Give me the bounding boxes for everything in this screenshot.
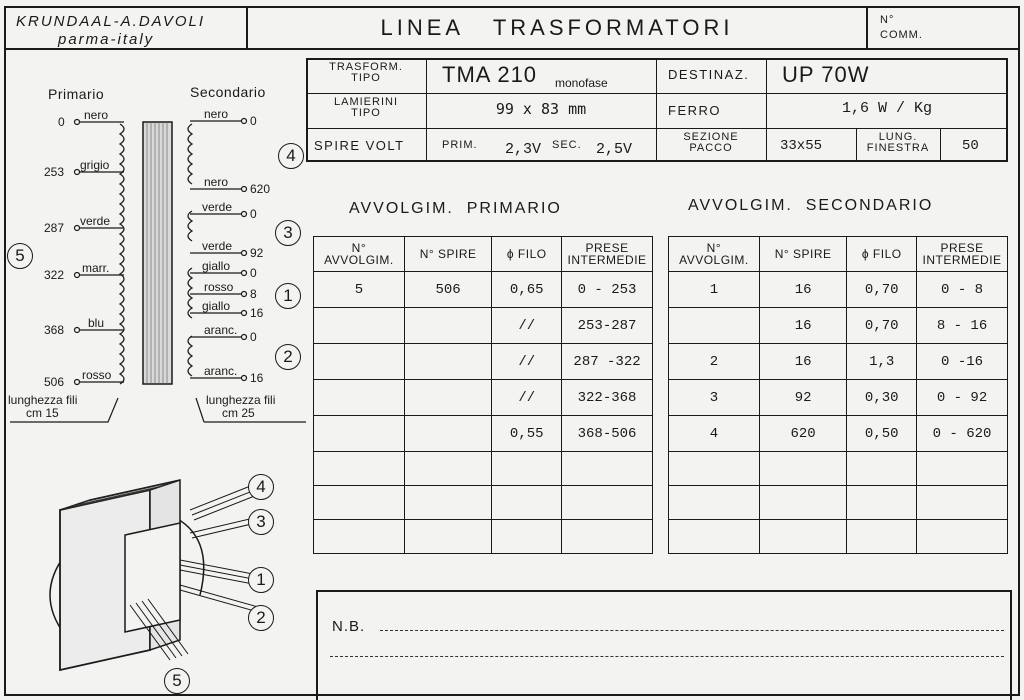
primary-tap-color: nero — [84, 108, 109, 122]
marker-5: 5 — [7, 243, 33, 269]
secondary-tap-num: 16 — [250, 371, 264, 385]
spec-divider — [656, 58, 657, 162]
secondary-tap-num: 0 — [250, 114, 257, 128]
table-row — [669, 520, 1008, 554]
primary-tap-num: 368 — [44, 323, 65, 337]
primario-table — [313, 236, 653, 554]
marker-4: 4 — [278, 143, 304, 169]
prim-label: PRIM. — [442, 139, 478, 151]
table-row: 16 0,70 8 - 16 — [669, 308, 1008, 344]
col-header-avvolgim: N° AVVOLGIM. — [669, 237, 760, 272]
secondary-coil-3 — [188, 211, 192, 241]
sec-value: 2,5V — [596, 141, 633, 158]
marker-1: 1 — [275, 283, 301, 309]
table-row — [669, 486, 1008, 520]
spire-volt-label: SPIRE VOLT — [314, 138, 405, 153]
secondario-section-title: AVVOLGIM. SECONDARIO — [688, 197, 934, 214]
secondary-tap-num: 0 — [250, 266, 257, 280]
trasform-tipo-note: monofase — [555, 76, 608, 90]
marker-2: 2 — [275, 344, 301, 370]
col-header-spire: N° SPIRE — [759, 237, 847, 272]
destinaz-label: DESTINAZ. — [668, 67, 750, 82]
table-row: 3 92 0,30 0 - 92 — [669, 380, 1008, 416]
table-row: // 253-287 — [314, 308, 653, 344]
page-title: LINEA TRASFORMATORI — [380, 15, 734, 40]
primary-tap-color: rosso — [82, 368, 112, 382]
col-header-filo: ϕ FILO — [492, 237, 562, 272]
table-row: // 287 -322 — [314, 344, 653, 380]
table-row: 5 506 0,65 0 - 253 — [314, 272, 653, 308]
col-header-spire: N° SPIRE — [404, 237, 492, 272]
secondario-table — [668, 236, 1008, 554]
ferro-value: 1,6 W / Kg — [841, 100, 932, 117]
secondary-tap-num: 8 — [250, 287, 257, 301]
secondary-tap-num: 620 — [250, 182, 271, 196]
sezione-value: 33x55 — [780, 138, 823, 154]
secondary-tap-color: aranc. — [204, 364, 238, 378]
table-row — [314, 486, 653, 520]
table-row: 4 620 0,50 0 - 620 — [669, 416, 1008, 452]
secondary-coil-4 — [188, 124, 192, 184]
secondary-tap-num: 92 — [250, 246, 264, 260]
table-header-row — [669, 237, 1008, 272]
table-row — [314, 452, 653, 486]
secondary-tap-color: rosso — [204, 280, 234, 294]
primary-tap-color: marr. — [82, 261, 110, 275]
primary-tap-num: 322 — [44, 268, 65, 282]
primario-title: Primario — [48, 86, 105, 102]
perspective-marker-4: 4 — [248, 474, 274, 500]
perspective-marker-1: 1 — [248, 567, 274, 593]
spec-row-line — [306, 93, 1008, 94]
table-row: // 322-368 — [314, 380, 653, 416]
perspective-marker-5: 5 — [164, 668, 190, 694]
sezione-label: SEZIONE PACCO — [683, 131, 739, 154]
notes-line — [330, 656, 1004, 657]
table-row — [314, 520, 653, 554]
primary-tap-num: 287 — [44, 221, 65, 235]
marker-3: 3 — [275, 220, 301, 246]
lamierini-value: 99 x 83 mm — [495, 100, 587, 118]
secondary-coil-2 — [188, 336, 192, 376]
comm-number-label: N° — [880, 14, 895, 26]
primary-tap-color: grigio — [80, 158, 110, 172]
company-name: KRUNDAAL-A.DAVOLI — [16, 13, 206, 30]
col-header-filo: ϕ FILO — [847, 237, 917, 272]
secondary-coil-1 — [188, 268, 192, 318]
lung-label: LUNG. FINESTRA — [866, 131, 930, 154]
secondary-tap-num: 16 — [250, 306, 264, 320]
perspective-marker-3: 3 — [248, 509, 274, 535]
secondary-tap-num: 0 — [250, 330, 257, 344]
spec-divider — [766, 128, 767, 162]
table-row: 0,55 368-506 — [314, 416, 653, 452]
secondary-lead-note: lunghezza fili cm 25 — [206, 393, 276, 420]
primary-tap-num: 0 — [58, 115, 65, 129]
lamierini-label: LAMIERINI TIPO — [333, 96, 398, 119]
trasform-tipo-value: TMA 210 — [442, 62, 538, 87]
primary-coil — [120, 124, 124, 384]
destinaz-value: UP 70W — [782, 62, 870, 87]
secondary-tap-color: giallo — [202, 259, 231, 273]
prim-value: 2,3V — [505, 141, 542, 158]
primary-lead-note: lunghezza fili cm 15 — [8, 393, 78, 420]
title-box — [246, 6, 868, 50]
spec-row-line — [306, 128, 1008, 129]
secondary-tap-color: verde — [202, 239, 233, 253]
sec-label: SEC. — [552, 139, 582, 151]
primary-tap-num: 253 — [44, 165, 65, 179]
trasform-tipo-label: TRASFORM. TIPO — [329, 61, 403, 84]
company-location: parma-italy — [58, 31, 155, 48]
table-row: 2 16 1,3 0 -16 — [669, 344, 1008, 380]
secondary-tap-num: 0 — [250, 207, 257, 221]
lung-value: 50 — [962, 138, 979, 154]
notes-label: N.B. — [332, 618, 366, 635]
col-header-prese: PRESE INTERMEDIE — [562, 237, 653, 272]
notes-line — [380, 630, 1004, 631]
primario-section-title: AVVOLGIM. PRIMARIO — [349, 200, 562, 217]
secondary-tap-color: nero — [204, 107, 229, 121]
perspective-marker-2: 2 — [248, 605, 274, 631]
primary-tap-num: 506 — [44, 375, 65, 389]
comm-box — [866, 6, 1020, 50]
ferro-label: FERRO — [668, 103, 721, 118]
secondary-tap-color: giallo — [202, 299, 231, 313]
primary-tap-color: blu — [88, 316, 105, 330]
spec-divider — [766, 58, 767, 128]
table-row — [669, 452, 1008, 486]
primary-tap-color: verde — [80, 214, 111, 228]
spec-divider — [426, 58, 427, 162]
table-row: 1 16 0,70 0 - 8 — [669, 272, 1008, 308]
notes-box — [316, 590, 1012, 700]
company-box — [4, 6, 248, 50]
comm-label: COMM. — [880, 29, 923, 41]
secondary-tap-color: aranc. — [204, 323, 238, 337]
col-header-avvolgim: N° AVVOLGIM. — [314, 237, 405, 272]
secondario-title: Secondario — [190, 84, 266, 100]
spec-divider — [940, 128, 941, 162]
secondary-tap-color: verde — [202, 200, 233, 214]
col-header-prese: PRESE INTERMEDIE — [917, 237, 1008, 272]
iron-core — [143, 122, 172, 384]
table-header-row — [314, 237, 653, 272]
secondary-tap-color: nero — [204, 175, 229, 189]
